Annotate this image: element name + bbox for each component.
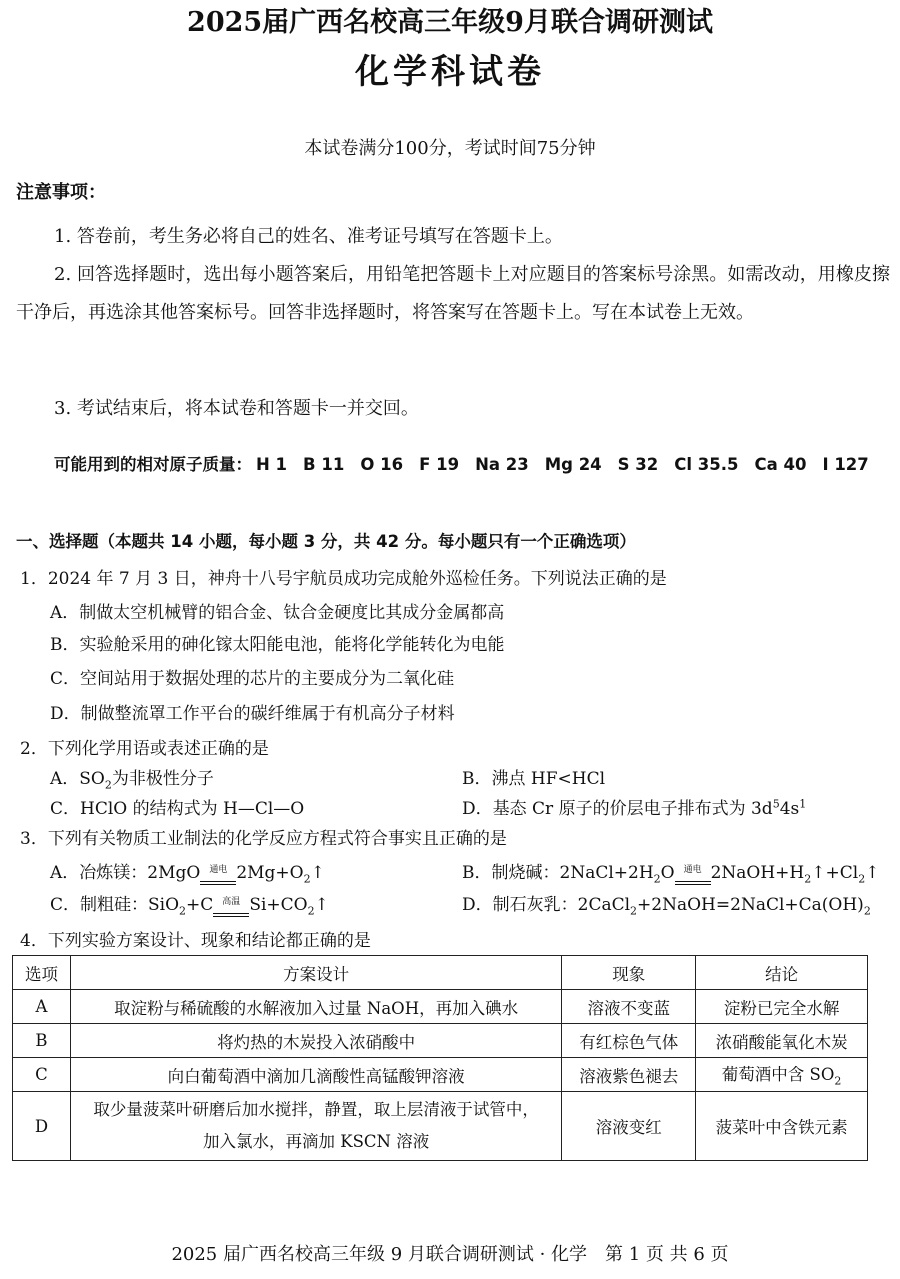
- equals-line: [200, 881, 236, 885]
- row-option: C: [13, 1058, 71, 1092]
- mass-cl: Cl 35.5: [674, 455, 739, 474]
- notice-item-3: 3. 考试结束后，将本试卷和答题卡一并交回。: [54, 398, 419, 419]
- table-row: [13, 1024, 868, 1058]
- row-option: B: [13, 1024, 71, 1058]
- notice-item-2: 2. 回答选择题时，选出每小题答案后，用铅笔把答题卡上对应题目的答案标号涂黑。如需改动，用橡皮擦干净后，再选涂其他答案标号。回答非选择题时，将答案写在答题卡上。写在本试卷上无效。: [16, 264, 890, 323]
- q3-a-label: A．冶炼镁：: [50, 863, 148, 883]
- q2-a-sub: 2: [104, 778, 112, 792]
- row-conclusion-sub: 2: [834, 1074, 842, 1088]
- mass-s: S 32: [617, 455, 659, 474]
- page-footer: 2025 届广西名校高三年级 9 月联合调研测试 · 化学 第 1 页 共 6 页: [171, 1244, 729, 1265]
- q2-a-post: 为非极性分子: [111, 769, 214, 789]
- row-conclusion: [696, 1058, 868, 1092]
- q1-option-b: B．实验舱采用的砷化镓太阳能电池，能将化学能转化为电能: [50, 635, 505, 655]
- row-phenomenon: 有红棕色气体: [562, 1024, 696, 1058]
- q3-c-arrow: ↑: [314, 895, 329, 915]
- q3-a-arrow: ↑: [310, 863, 325, 883]
- header-conclusion: 结论: [696, 956, 868, 990]
- row-phenomenon: 溶液紫色褪去: [562, 1058, 696, 1092]
- row-option: A: [13, 990, 71, 1024]
- row-phenomenon: 溶液变红: [562, 1092, 696, 1161]
- q2-option-a: [50, 764, 214, 791]
- q3-c-left: SiO: [148, 895, 180, 915]
- exam-info: 本试卷满分100分，考试时间75分钟: [304, 138, 596, 159]
- condition-label: 通电: [683, 865, 702, 876]
- q2-option-d: [462, 794, 806, 819]
- q2-d-sup1: 5: [772, 797, 780, 811]
- mass-h: H 1: [256, 455, 288, 474]
- row-conclusion-text: 葡萄酒中含 SO: [721, 1065, 835, 1085]
- header-design: 方案设计: [70, 956, 561, 990]
- row-option: D: [13, 1092, 71, 1161]
- q2-option-c: C．HClO 的结构式为 H—Cl—O: [50, 799, 305, 819]
- condition-label: 通电: [209, 865, 228, 876]
- q3-b-label: B．制烧碱：: [462, 863, 560, 883]
- q3-option-b: [462, 858, 879, 885]
- q2-d-sup2: 1: [799, 797, 807, 811]
- q3-d-eq2: +2NaOH=2NaCl+Ca(OH): [637, 895, 864, 915]
- q1-option-d: D．制做整流罩工作平台的碳纤维属于有机高分子材料: [50, 704, 455, 724]
- q3-b-left: 2NaCl+2H: [559, 863, 654, 883]
- q3-a-left: 2MgO: [147, 863, 201, 883]
- electrolysis-arrow: [200, 865, 236, 885]
- table-row: [13, 1058, 868, 1092]
- row-conclusion: 淀粉已完全水解: [696, 990, 868, 1024]
- mass-o: O 16: [360, 455, 404, 474]
- q2-d-mid: 4s: [779, 799, 800, 819]
- section-heading: 一、选择题（本题共 14 小题，每小题 3 分，共 42 分。每小题只有一个正确选项）: [16, 532, 636, 551]
- row-design: [70, 1092, 561, 1161]
- equals-line: [213, 913, 249, 917]
- q1-option-c: C．空间站用于数据处理的芯片的主要成分为二氧化硅: [50, 669, 455, 689]
- q3-d-label: D．制石灰乳：: [462, 895, 578, 915]
- q4-stem: 4．下列实验方案设计、现象和结论都正确的是: [20, 931, 371, 951]
- electrolysis-arrow: [675, 865, 711, 885]
- subscript-2: 2: [653, 872, 661, 886]
- q1-stem: 1．2024 年 7 月 3 日，神舟十八号宇航员成功完成舱外巡检任务。下列说法正确的是: [20, 569, 667, 589]
- q3-option-d: [462, 890, 871, 917]
- high-temp-arrow: [213, 897, 249, 917]
- notice-item-1: 1. 答卷前，考生务必将自己的姓名、准考证号填写在答题卡上。: [54, 226, 563, 247]
- q2-d-pre: D．基态 Cr 原子的价层电子排布式为 3d: [462, 799, 773, 819]
- mass-b: B 11: [303, 455, 345, 474]
- row-phenomenon: 溶液不变蓝: [562, 990, 696, 1024]
- q3-b-right3: ↑: [865, 863, 880, 883]
- header-option: 选项: [13, 956, 71, 990]
- mass-ca: Ca 40: [754, 455, 807, 474]
- row-design: 将灼热的木炭投入浓硝酸中: [70, 1024, 561, 1058]
- row-design: 向白葡萄酒中滴加几滴酸性高锰酸钾溶液: [70, 1058, 561, 1092]
- subscript-2: 2: [179, 904, 187, 918]
- exam-title: 2025届广西名校高三年级9月联合调研测试: [187, 7, 713, 38]
- table-header-row: [13, 956, 868, 990]
- row-design-line1: 取少量菠菜叶研磨后加水搅拌，静置，取上层清液于试管中，: [93, 1100, 539, 1119]
- subscript-2: 2: [858, 872, 866, 886]
- q3-c-left2: +C: [186, 895, 214, 915]
- experiment-table: [12, 955, 868, 1161]
- mass-f: F 19: [419, 455, 460, 474]
- subscript-2: 2: [804, 872, 812, 886]
- q3-d-eq: 2CaCl: [577, 895, 631, 915]
- subscript-2: 2: [303, 872, 311, 886]
- q3-b-left2: O: [660, 863, 675, 883]
- row-conclusion: 浓硝酸能氧化木炭: [696, 1024, 868, 1058]
- q3-b-right2: ↑+Cl: [811, 863, 859, 883]
- mass-i: I 127: [822, 455, 869, 474]
- q3-c-label: C．制粗硅：: [50, 895, 149, 915]
- table-row: [13, 1092, 868, 1161]
- row-conclusion: 菠菜叶中含铁元素: [696, 1092, 868, 1161]
- mass-mg: Mg 24: [544, 455, 602, 474]
- equals-line: [675, 881, 711, 885]
- q3-b-right: 2NaOH+H: [710, 863, 805, 883]
- row-design: 取淀粉与稀硫酸的水解液加入过量 NaOH，再加入碘水: [70, 990, 561, 1024]
- header-phenomenon: 现象: [562, 956, 696, 990]
- q2-stem: 2．下列化学用语或表述正确的是: [20, 739, 269, 759]
- condition-label: 高温: [222, 897, 241, 908]
- q3-c-right: Si+CO: [249, 895, 308, 915]
- q2-option-b: B．沸点 HF<HCl: [462, 769, 606, 789]
- table-row: [13, 990, 868, 1024]
- q3-option-c: [50, 890, 329, 917]
- subscript-2: 2: [307, 904, 315, 918]
- mass-na: Na 23: [475, 455, 529, 474]
- q3-a-right: 2Mg+O: [236, 863, 304, 883]
- subscript-2: 2: [863, 904, 871, 918]
- row-design-line2: 加入氯水，再滴加 KSCN 溶液: [203, 1132, 430, 1151]
- subject-title: 化学科试卷: [355, 52, 545, 92]
- q2-a-pre: A．SO: [50, 769, 105, 789]
- atomic-masses-label: 可能用到的相对原子质量：: [54, 455, 252, 474]
- notice-heading: 注意事项：: [16, 182, 106, 203]
- subscript-2: 2: [630, 904, 638, 918]
- q3-stem: 3．下列有关物质工业制法的化学反应方程式符合事实且正确的是: [20, 829, 507, 849]
- q1-option-a: A．制做太空机械臂的铝合金、钛合金硬度比其成分金属都高: [50, 603, 505, 623]
- q3-option-a: [50, 858, 325, 885]
- atomic-masses: [54, 451, 869, 475]
